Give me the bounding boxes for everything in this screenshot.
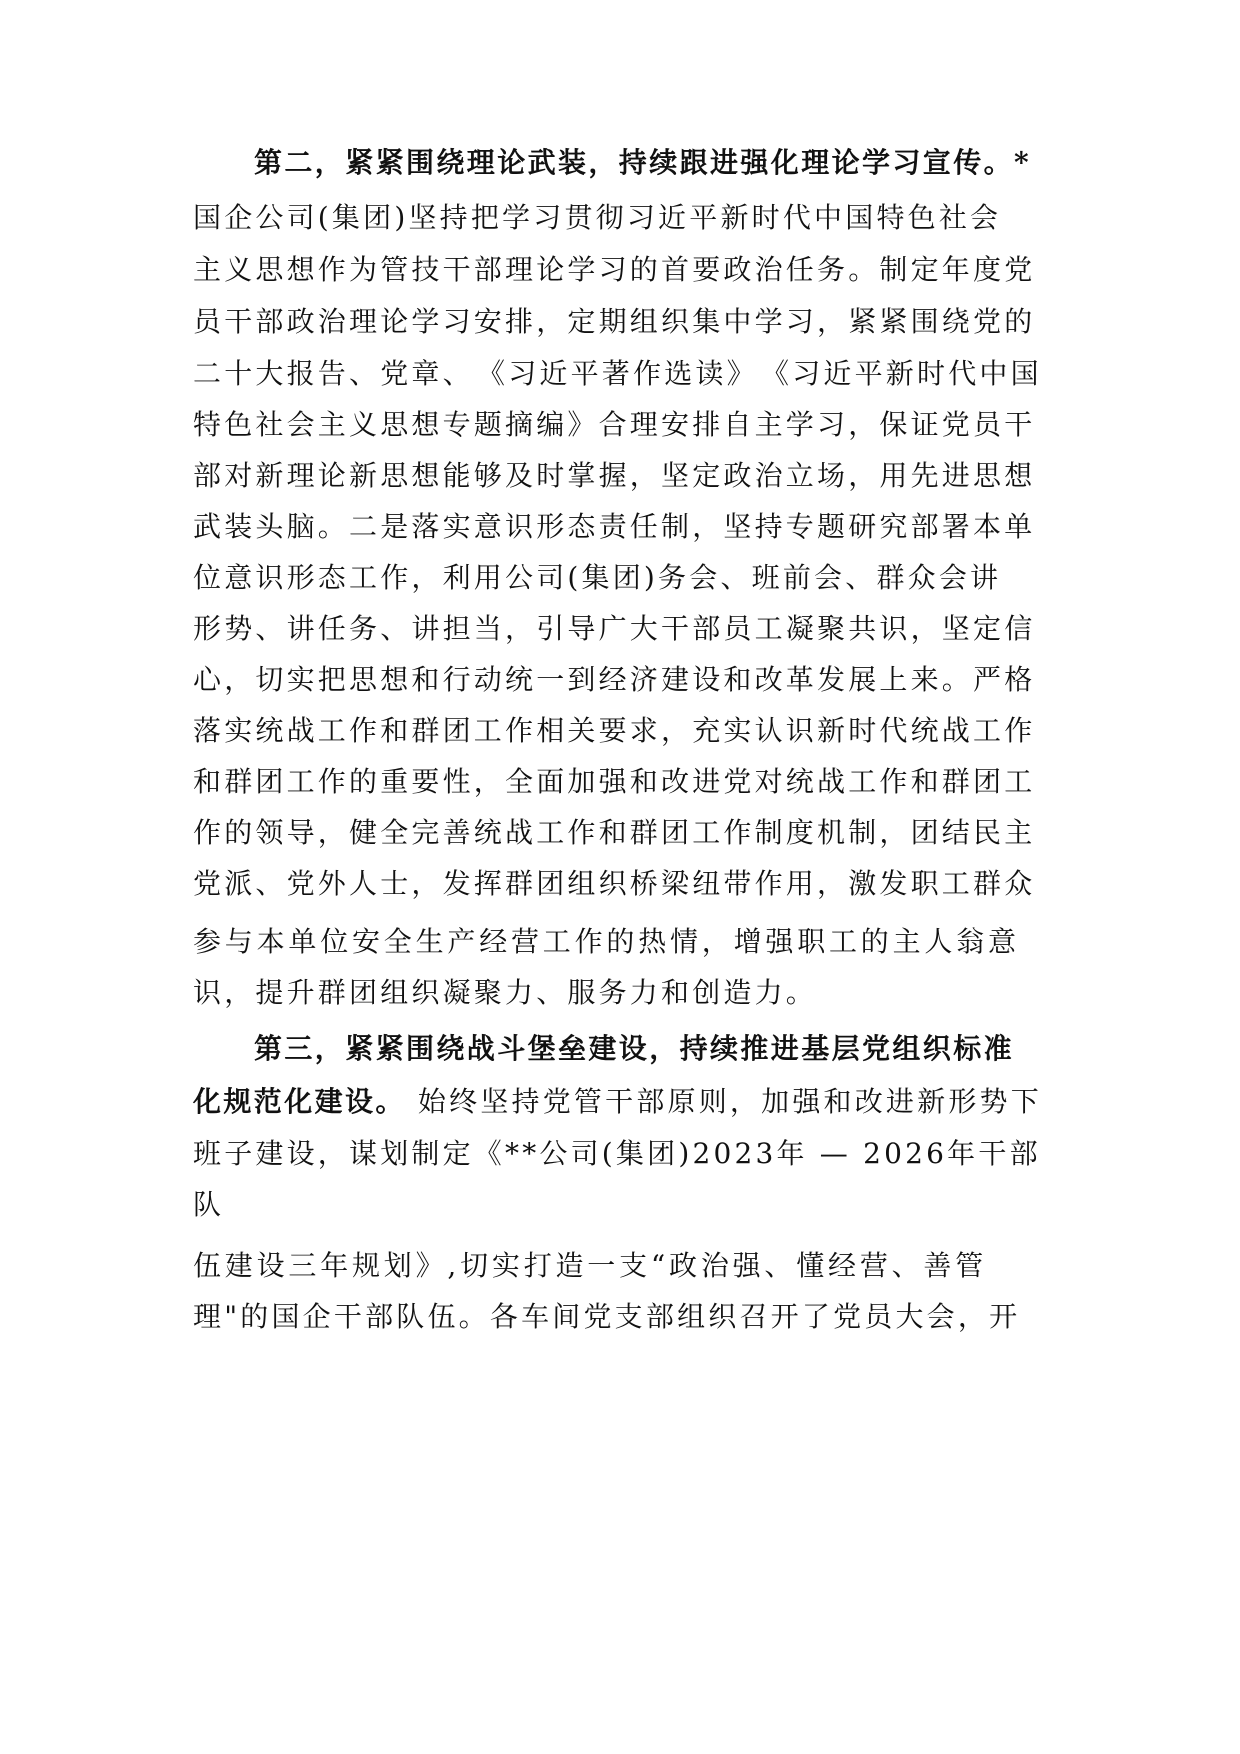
paragraph-line: 二十大报告、党章、 《习近平著作选读》 《习近平新时代中国 (193, 357, 1042, 390)
paragraph-line: 部对新理论新思想能够及时掌握，坚定政治立场，用先进思想 (193, 459, 1036, 492)
paragraph-line: 心，切实把思想和行动统一到经济建设和改革发展上来。严格 (193, 663, 1036, 696)
section-3-heading: 第三，紧紧围绕战斗堡垒建设，持续推进基层党组织标准 (254, 1032, 1015, 1065)
paragraph-line: 伍建设三年规划》,切实打造一支“政治强、懂经营、善管 (193, 1249, 988, 1282)
paragraph-line: 理"的国企干部队伍。各车间党支部组织召开了党员大会，开 (193, 1300, 1021, 1333)
paragraph-line: 党派、党外人士，发挥群团组织桥梁纽带作用，激发职工群众 (193, 867, 1036, 900)
paragraph-line: 主义思想作为管技干部理论学习的首要政治任务。制定年度党 (193, 253, 1036, 286)
paragraph-line: 作的领导，健全完善统战工作和群团工作制度机制，团结民主 (193, 816, 1036, 849)
paragraph-line: 特色社会主义思想专题摘编》合理安排自主学习，保证党员干 (193, 408, 1036, 441)
paragraph-line: 识，提升群团组织凝聚力、服务力和创造力。 (193, 976, 818, 1009)
paragraph-line: 参与本单位安全生产经营工作的热情，增强职工的主人翁意 (193, 925, 1020, 958)
paragraph-line: 队 (193, 1188, 225, 1221)
paragraph-line: 落实统战工作和群团工作相关要求，充实认识新时代统战工作 (193, 714, 1036, 747)
paragraph-line: 位意识形态工作，利用公司(集团)务会、班前会、群众会讲 (193, 561, 1002, 594)
paragraph-text: 始终坚持党管干部原则，加强和改进新形势下 (405, 1085, 1042, 1118)
paragraph-line: 武装头脑。二是落实意识形态责任制，坚持专题研究部署本单 (193, 510, 1036, 543)
paragraph-line: 国企公司(集团)坚持把学习贯彻习近平新时代中国特色社会 (193, 201, 1002, 234)
paragraph-line: 形势、讲任务、讲担当，引导广大干部员工凝聚共识，坚定信 (193, 612, 1036, 645)
paragraph-line: 和群团工作的重要性，全面加强和改进党对统战工作和群团工 (193, 765, 1036, 798)
paragraph-line: 班子建设，谋划制定《**公司(集团)2023年 — 2026年干部 (193, 1137, 1041, 1170)
paragraph-line: 员干部政治理论学习安排，定期组织集中学习，紧紧围绕党的 (193, 305, 1036, 338)
section-2-heading: 第二，紧紧围绕理论武装，持续跟进强化理论学习宣传。* (254, 146, 1032, 179)
section-3-heading-end: 化规范化建设。 (193, 1085, 406, 1118)
section-3-heading-continued (193, 1078, 1053, 1126)
